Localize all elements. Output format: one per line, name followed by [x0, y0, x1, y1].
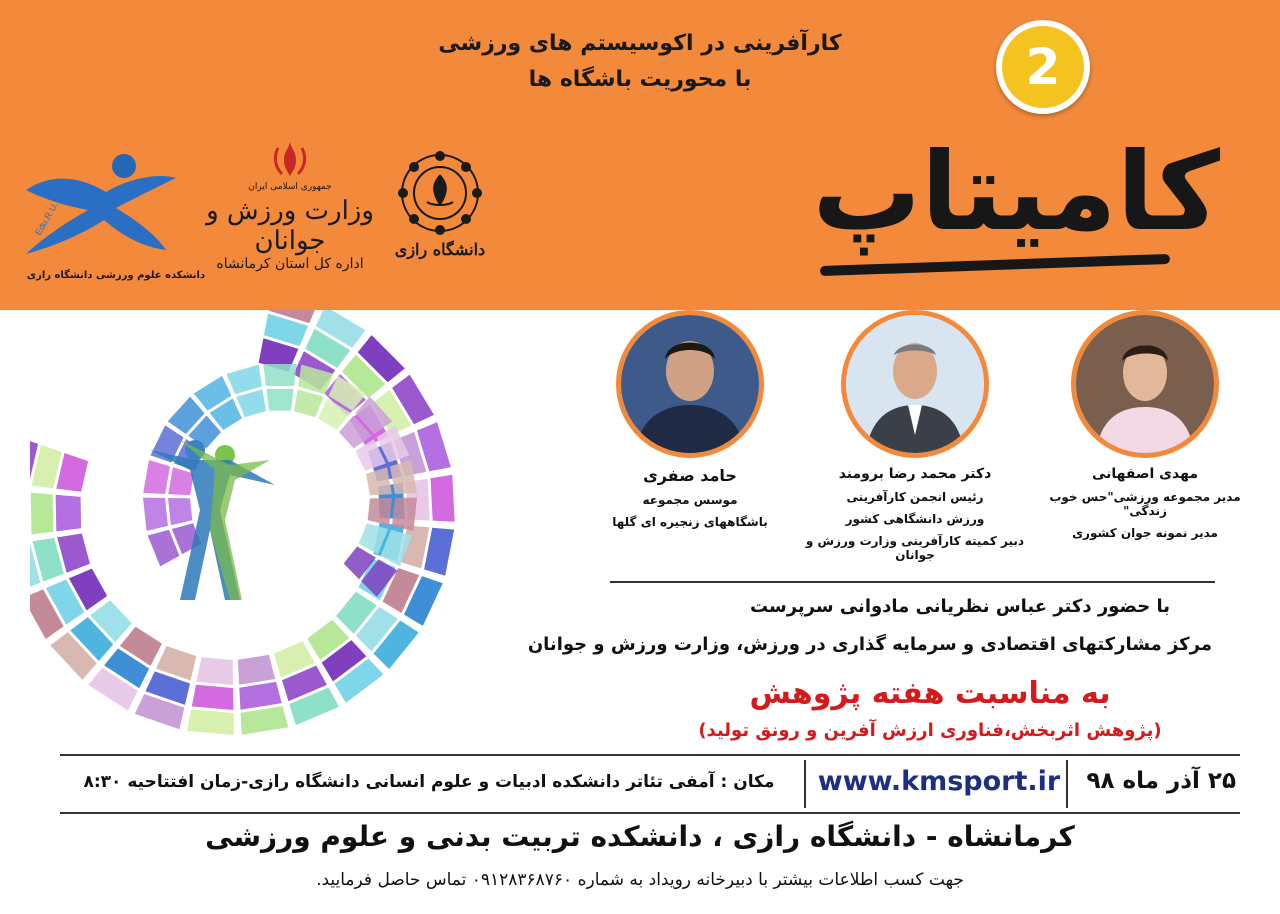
colorful-tile-wheel [30, 310, 570, 750]
speaker-1 [1030, 310, 1260, 540]
razi-name: دانشگاه رازی [394, 240, 486, 259]
speaker-2-line-3: دبیر کمیته کارآفرینی وزارت ورزش و جوانان [805, 534, 1025, 562]
speaker-2 [790, 310, 1040, 562]
speaker-2-photo [841, 310, 989, 458]
speaker-1-line-2: مدیر نمونه جوان کشوری [1072, 526, 1218, 540]
razi-logo [390, 150, 490, 290]
decorative-tile [226, 365, 262, 394]
presence-line-1: با حضور دکتر عباس نظریانی مادوانی سرپرست [749, 596, 1170, 617]
decorative-tile [56, 453, 88, 492]
occasion-subtitle: (پژوهش اثربخش،فناوری ارزش آفرین و رونق تولید) [698, 720, 1162, 741]
brand-logo [720, 38, 1240, 290]
speaker-2-line-1: رئیس انجمن کارآفرینی [846, 490, 984, 504]
speaker-1-photo [1071, 310, 1219, 458]
tile-rings [30, 310, 455, 735]
decorative-tile [238, 655, 275, 685]
speaker-3 [600, 310, 780, 529]
speaker-2-name: دکتر محمد رضا برومند [838, 466, 992, 482]
event-venue: مکان : آمفی تئاتر دانشکده ادبیات و علوم انسانی دانشگاه رازی-زمان افتتاحیه ۸:۳۰ [83, 772, 775, 792]
decorative-tile [431, 475, 455, 522]
eduru-caption: دانشکده علوم ورزشی دانشگاه رازی [26, 270, 206, 281]
eduru-logo [16, 150, 216, 290]
person-avatar-icon [621, 315, 759, 453]
ministry-sub: اداره کل استان کرمانشاه [216, 256, 364, 272]
decorative-tile [143, 460, 170, 494]
location-line: کرمانشاه - دانشگاه رازی ، دانشکده تربیت بدنی و علوم ورزشی [205, 820, 1075, 853]
speaker-2-line-2: ورزش دانشگاهی کشور [845, 512, 985, 526]
header-banner [0, 0, 1280, 310]
iran-emblem-icon [270, 140, 310, 178]
decorative-tile [241, 706, 289, 735]
info-divider-1 [1066, 760, 1068, 808]
ministry-logo [200, 140, 380, 290]
decorative-tile [392, 498, 417, 531]
decorative-tile [56, 495, 81, 532]
razi-university-seal-icon [397, 150, 483, 236]
occasion-title: به مناسبت هفته پژوهش [749, 676, 1111, 711]
info-bar-top-border [60, 754, 1240, 756]
decorative-tile [192, 685, 234, 710]
decorative-tile [236, 389, 266, 417]
ministry-name: وزارت ورزش و جوانان [206, 196, 374, 256]
website-link[interactable]: www.kmsport.ir [817, 766, 1061, 797]
brand-number-badge: 2 [996, 20, 1090, 114]
decorative-tile [197, 657, 233, 685]
decorative-tile [187, 709, 234, 735]
info-divider-2 [804, 760, 806, 808]
info-bar-bottom-border [60, 812, 1240, 814]
event-date: ۲۵ آذر ماه ۹۸ [1086, 768, 1236, 794]
speaker-3-name: حامد صفری [643, 466, 737, 485]
subtitle-line-2: با محوریت باشگاه ها [528, 67, 752, 92]
eduru-mark: Edu.R.U. [33, 200, 60, 237]
speakers-divider [610, 581, 1215, 583]
decorative-tile [143, 498, 168, 531]
decorative-tile [57, 533, 90, 572]
decorative-tile [368, 498, 392, 525]
decorative-tile [31, 493, 54, 535]
speaker-1-name: مهدی اصفهانی [1091, 466, 1199, 482]
decorative-tile [263, 364, 296, 386]
runner-figure-icon [16, 150, 186, 260]
speaker-3-line-2: باشگاههای زنجیره ای گلها [612, 515, 768, 529]
decorative-tile [294, 389, 324, 417]
speaker-3-photo [616, 310, 764, 458]
speaker-1-line-1: مدیر مجموعه ورزشی"حس خوب زندگی" [1049, 490, 1241, 518]
person-avatar-icon [1076, 315, 1214, 453]
decorative-tile [168, 467, 194, 495]
brand-name: کامیتاپ [812, 130, 1220, 255]
decorative-tile [266, 389, 293, 411]
brand-underline [820, 254, 1170, 276]
ministry-top-text: جمهوری اسلامی ایران [248, 182, 332, 192]
two-figures-icon [150, 440, 275, 600]
contact-line: جهت کسب اطلاعات بیشتر با دبیرخانه رویداد به شماره ۰۹۱۲۸۳۶۸۷۶۰ تماس حاصل فرمایید. [316, 870, 964, 890]
presence-line-2: مرکز مشارکتهای اقتصادی و سرمایه گذاری در ورزش، وزارت ورزش و جوانان [527, 634, 1212, 655]
decorative-tile [424, 528, 454, 576]
person-avatar-icon [846, 315, 984, 453]
decorative-tile [168, 498, 192, 525]
decorative-artwork [30, 310, 570, 750]
subtitle-line-1: کارآفرینی در اکوسیستم های ورزشی [438, 31, 842, 56]
speaker-3-line-1: موسس مجموعه [642, 493, 738, 507]
decorative-tile [239, 682, 281, 710]
